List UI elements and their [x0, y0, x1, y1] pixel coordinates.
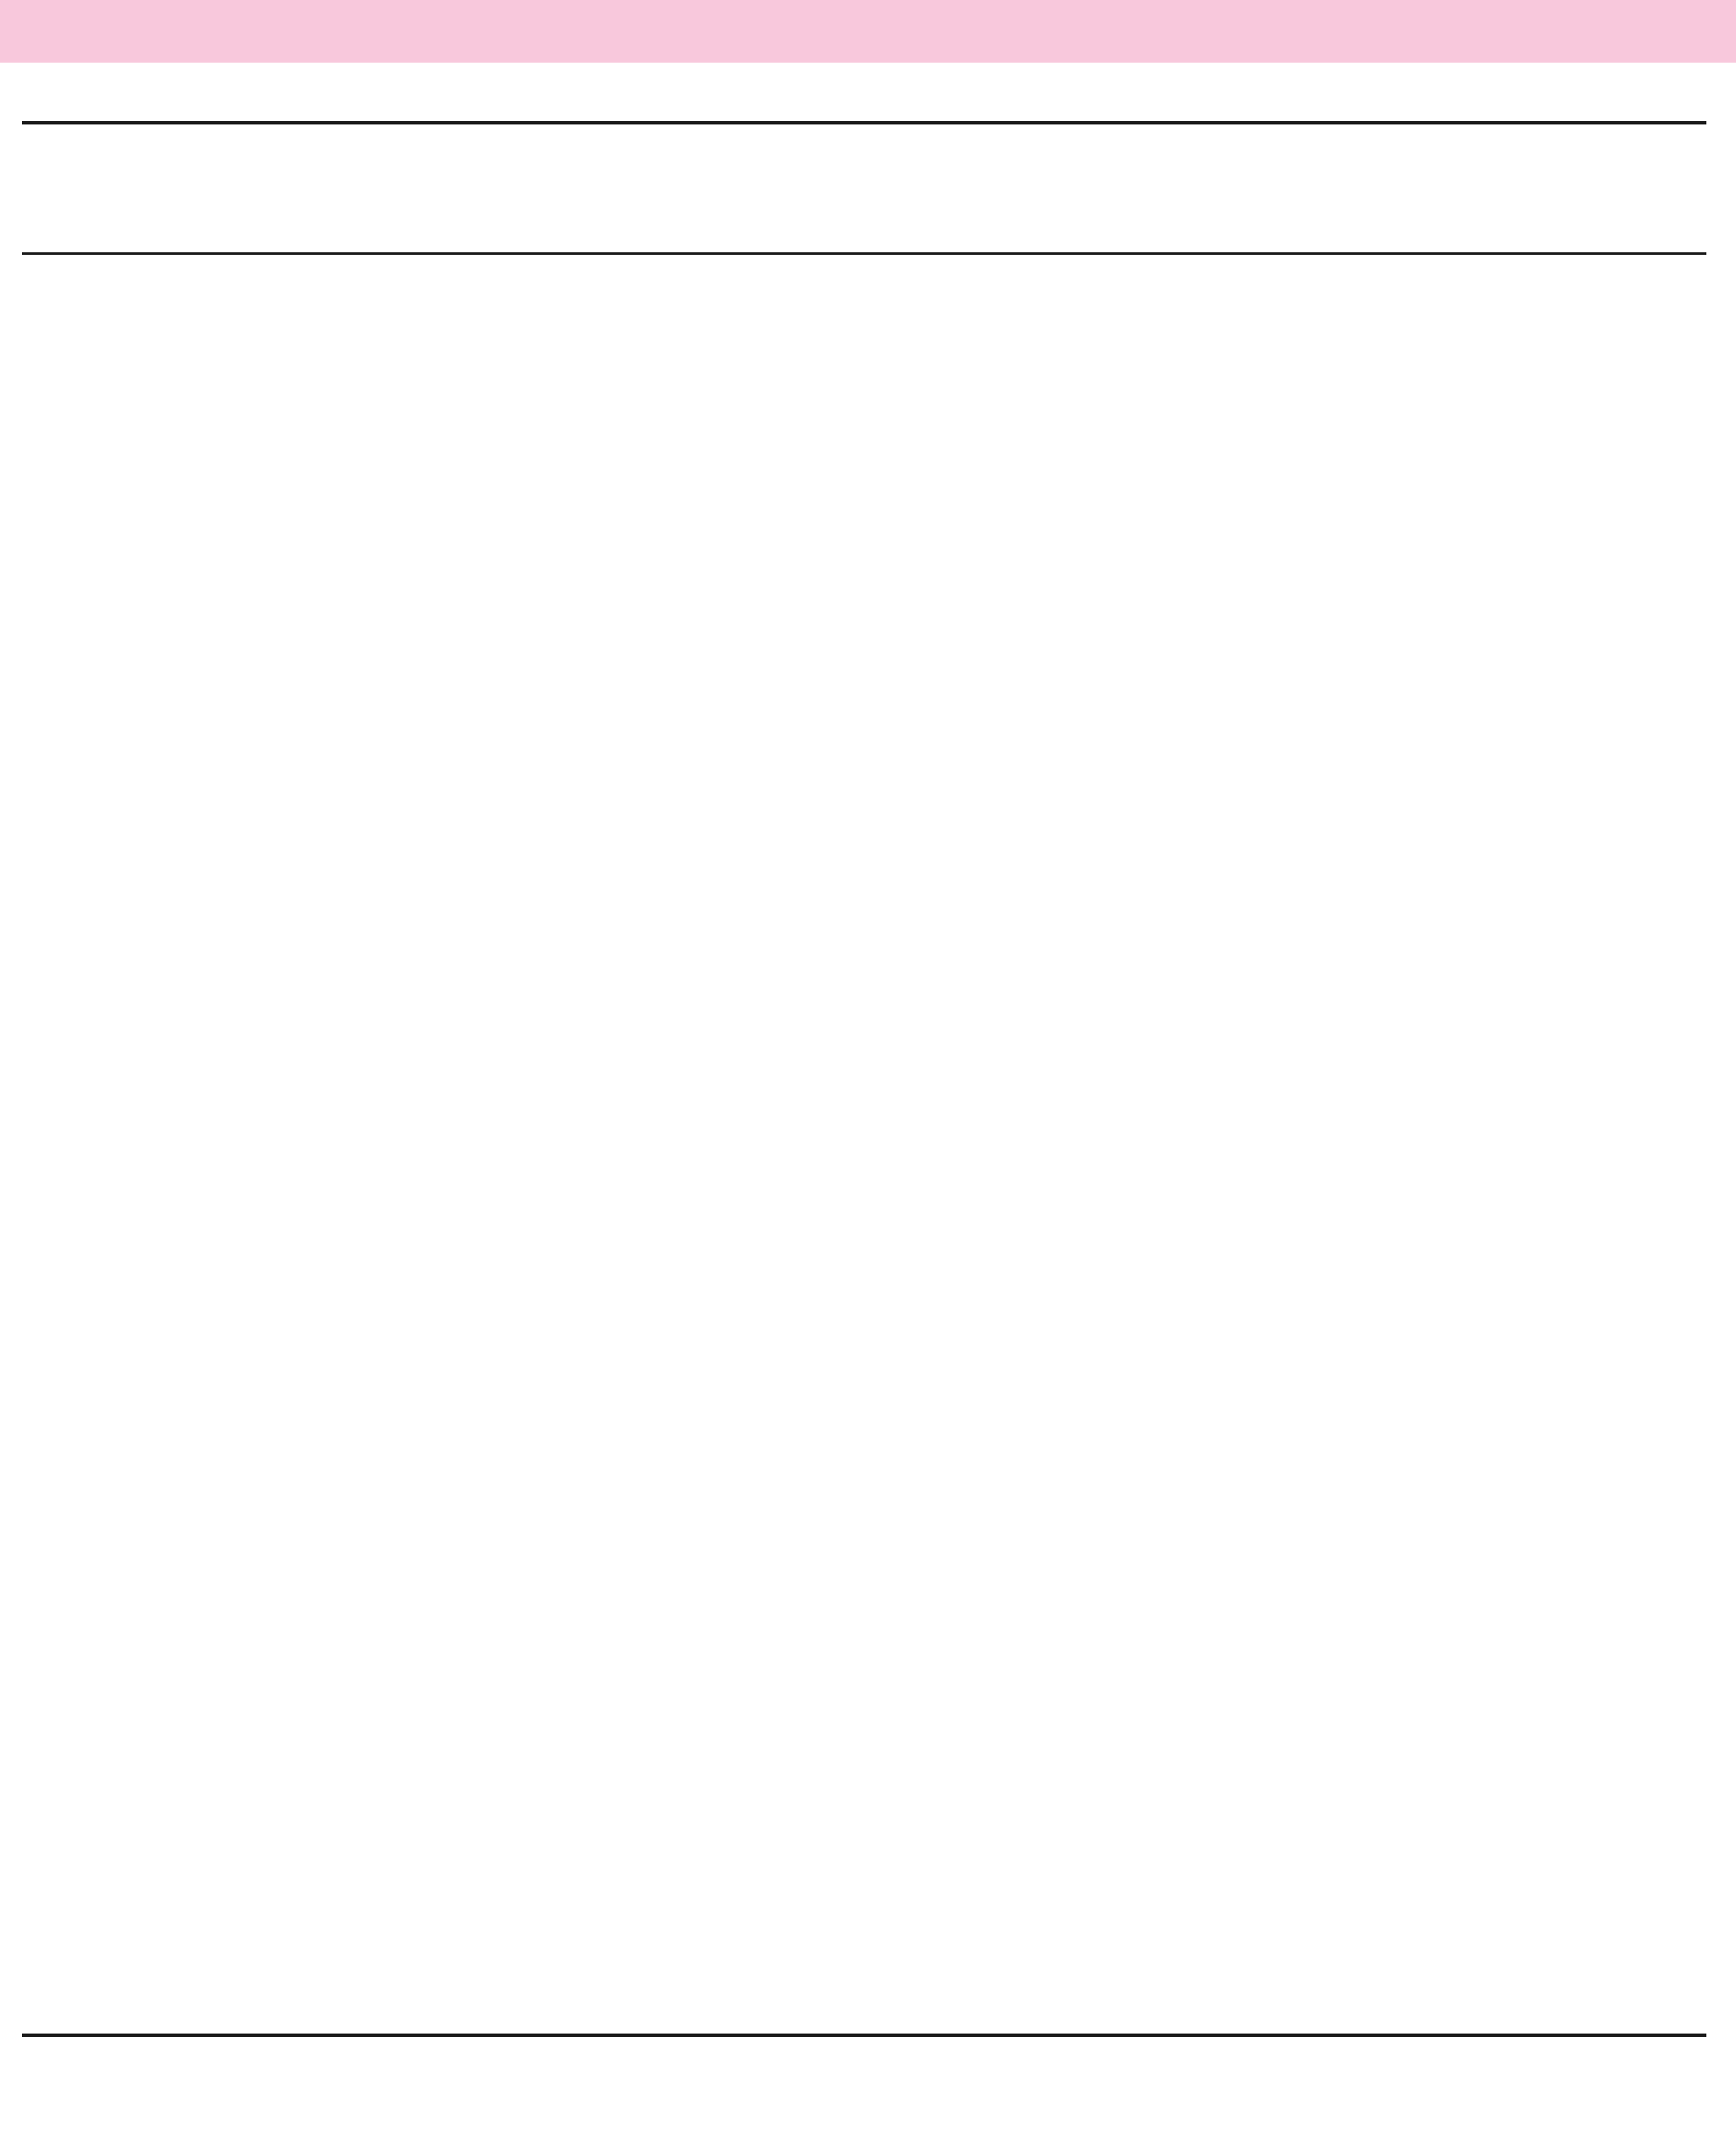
bottom-rule — [22, 2034, 1706, 2037]
